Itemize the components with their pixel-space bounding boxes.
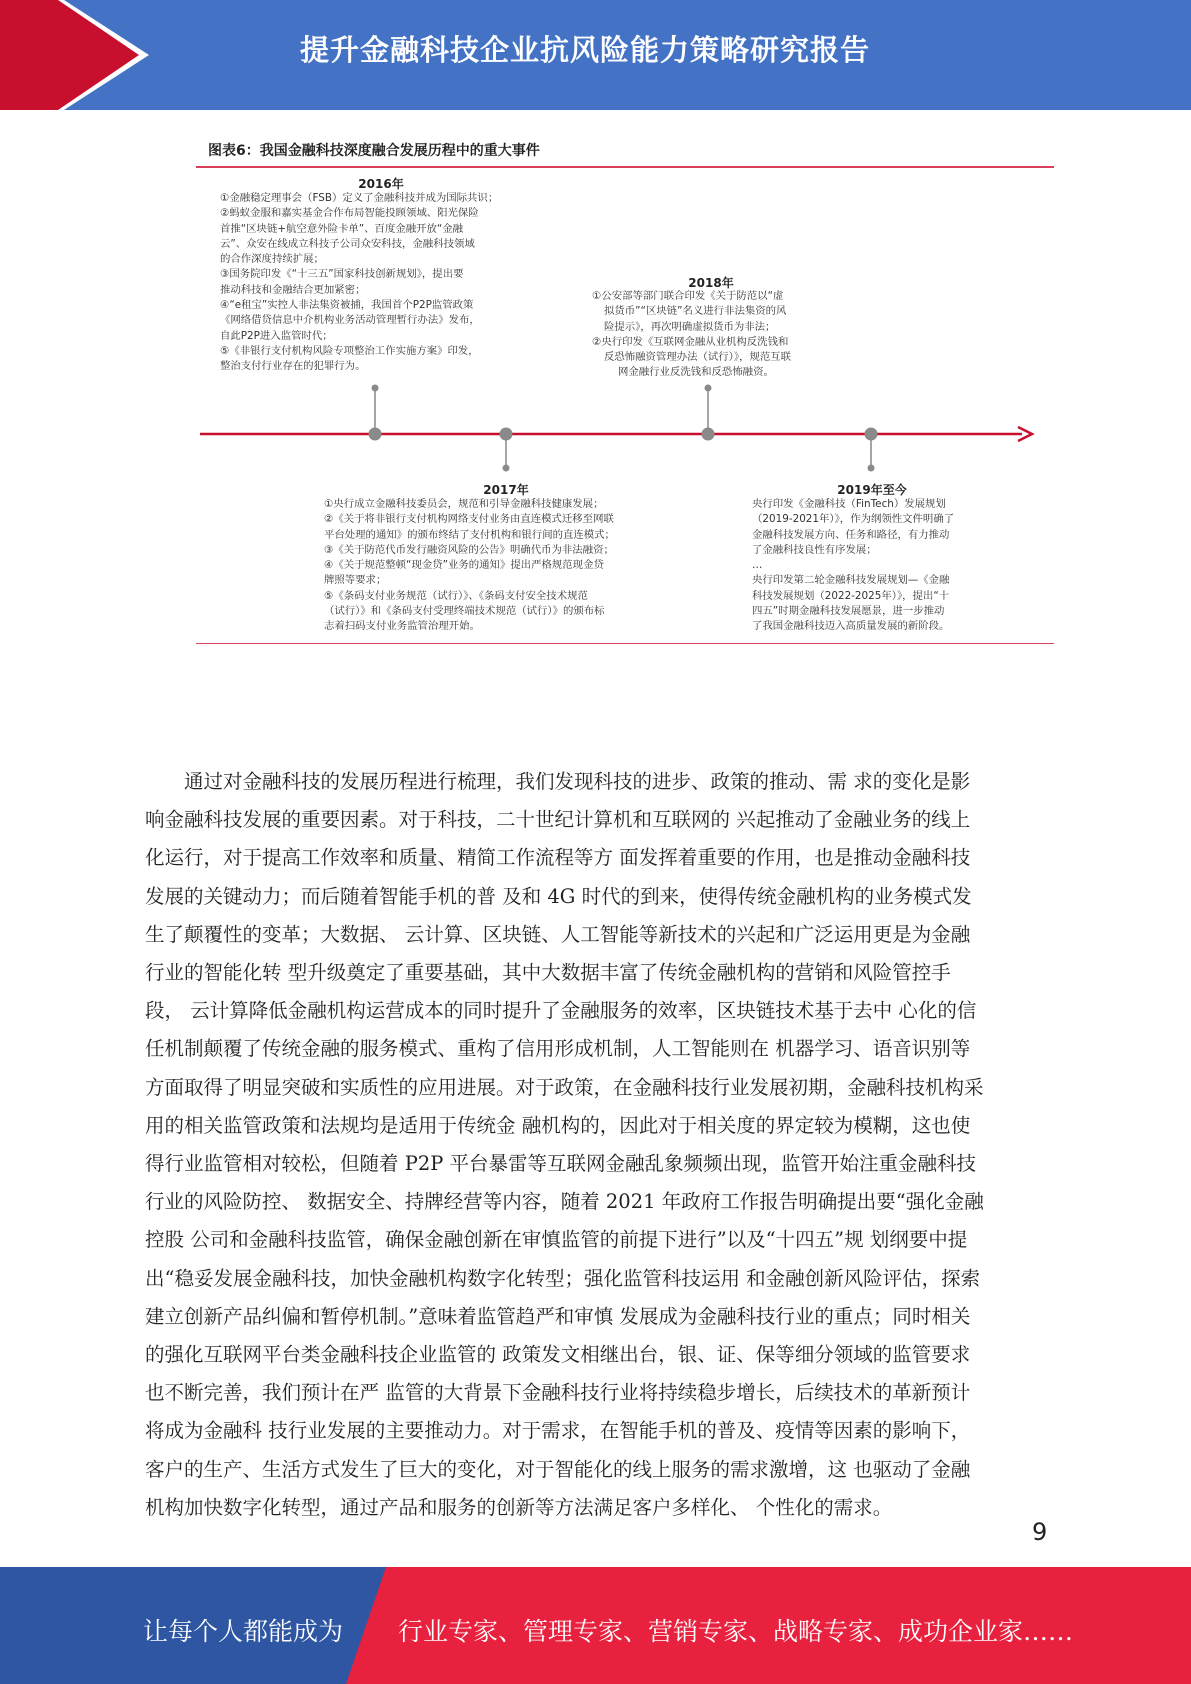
paragraph-line: 响金融科技发展的重要因素。对于科技，二十世纪计算机和互联网的 兴起推动了金融业务的线上 [145,808,971,832]
paragraph-line: 化运行，对于提高工作效率和质量、精简工作流程等方 面发挥着重要的作用，也是推动金融科技 [145,846,971,870]
marker-2019-axis [865,428,878,441]
report-title: 提升金融科技企业抗风险能力策略研究报告 [300,33,871,67]
event-line: ④《关于规范整顿“现金贷”业务的通知》提出严格规范现金贷 [324,559,604,572]
event-line: ①金融稳定理事会（FSB）定义了金融科技并成为国际共识； [220,192,499,204]
event-line: 《网络借贷信息中介机构业务活动管理暂行办法》发布， [220,314,480,327]
event-block-2018 [592,289,791,381]
event-line: 推动科技和金融结合更加紧密； [220,283,366,296]
event-line: 央行印发第二轮金融科技发展规划—《金融 [752,574,950,587]
event-block-2019 [752,497,954,635]
event-line: ⑤《非银行支付机构风险专项整治工作实施方案》印发， [220,344,479,357]
event-line: ②蚂蚁金服和嘉实基金合作布局智能投顾领域、阳光保险 [220,207,479,220]
event-line: 志着扫码支付业务监管治理开始。 [324,620,480,633]
paragraph-line: 将成为金融科 技行业发展的主要推动力。对于需求，在智能手机的普及、疫情等因素的影响下， [145,1419,971,1443]
event-line: 整治支付行业存在的犯罪行为。 [220,360,366,373]
event-line: 拟货币”“区块链”名义进行非法集资的风 [604,305,787,318]
event-line: ②《关于将非银行支付机构网络支付业务由直连模式迁移至网联 [324,513,614,526]
paragraph-line: 行业的智能化转 型升级奠定了重要基础，其中大数据丰富了传统金融机构的营销和风险管控手 [145,961,951,985]
event-line: ③国务院印发《“十三五”国家科技创新规划》，提出要 [220,268,464,281]
event-line: ④“e租宝”实控人非法集资被捕，我国首个P2P监管政策 [220,299,474,312]
event-line: （2019-2021年）》，作为纲领性文件明确了 [752,513,955,526]
paragraph-line: 出“稳妥发展金融科技，加快金融机构数字化转型；强化监管科技运用 和金融创新风险评估，探索 [145,1266,981,1290]
event-block-2016 [220,191,498,375]
paragraph-line: 通过对金融科技的发展历程进行梳理，我们发现科技的进步、政策的推动、需 求的变化是影 [145,770,971,793]
paragraph-line: 的强化互联网平台类金融科技企业监管的 政策发文相继出台，银、证、保等细分领域的监管要求 [145,1343,971,1367]
paragraph-line: 客户的生产、生活方式发生了巨大的变化，对于智能化的线上服务的需求激增，这 也驱动了金融 [145,1457,971,1481]
marker-2019-bottom [868,465,875,472]
event-line: 了金融科技良性有序发展； [752,543,877,556]
footer-slogan-left: 让每个人都能成为 [143,1617,344,1646]
paragraph-line: 段， 云计算降低金融机构运营成本的同时提升了金融服务的效率，区块链技术基于去中 心化的信 [145,999,977,1023]
marker-2016-axis [369,428,382,441]
paragraph-line: 生了颠覆性的变革；大数据、 云计算、区块链、人工智能等新技术的兴起和广泛运用更是为金融 [145,922,971,946]
event-line: … [752,559,763,572]
event-block-2017 [324,497,615,635]
event-line: 平台处理的通知》的颁布终结了支付机构和银行间的直连模式； [324,528,615,541]
paragraph-line: 任机制颠覆了传统金融的服务模式、重构了信用形成机制，人工智能则在 机器学习、语音识别等 [145,1037,971,1061]
marker-2018-axis [702,428,715,441]
footer-slogan-right: 行业专家、管理专家、营销专家、战略专家、成功企业家…… [398,1617,1074,1646]
paragraph-line: 方面取得了明显突破和实质性的应用进展。对于政策，在金融科技行业发展初期，金融科技机构采 [145,1075,984,1099]
paragraph-line: 控股 公司和金融科技监管，确保金融创新在审慎监管的前提下进行”以及“十四五”规 划纲要中提 [145,1228,968,1252]
timeline-markers [369,385,878,472]
paragraph-line: 建立创新产品纠偏和暂停机制。”意味着监管趋严和审慎 发展成为金融科技行业的重点；同时相关 [145,1304,971,1328]
figure-caption: 图表6：我国金融科技深度融合发展历程中的重大事件 [208,143,540,159]
marker-2018-top [705,385,712,392]
event-line: ②央行印发《互联网金融从业机构反洗钱和 [592,335,789,348]
event-line: ①公安部等部门联合印发《关于防范以“虚 [592,290,784,302]
marker-2016-top [372,385,379,392]
event-line: 科技发展规划（2022-2025年）》，提出“十 [752,589,950,602]
event-line: 四五”时期金融科技发展愿景，进一步推动 [752,605,945,618]
event-line: （试行）》和《条码支付受理终端技术规范（试行）》的颁布标 [324,605,605,618]
paragraph-line: 得行业监管相对较松，但随着 P2P 平台暴雷等互联网金融乱象频频出现，监管开始注重金融科技 [145,1152,977,1176]
event-line: ③《关于防范代币发行融资风险的公告》明确代币为非法融资； [324,543,614,556]
event-line: ⑤《条码支付业务规范（试行）》、《条码支付安全技术规范 [324,589,588,602]
page-number: 9 [1032,1518,1048,1546]
year-label-2017: 2017年 [483,483,529,497]
event-line: 自此P2P进入监管时代； [220,329,333,342]
marker-2017-bottom [503,465,510,472]
event-line: 首推“区块链+航空意外险卡单”、百度金融开放“金融 [220,222,464,235]
year-label-2018: 2018年 [688,276,734,290]
event-line: 反恐怖融资管理办法（试行）》，规范互联 [604,351,792,364]
timeline-connectors [375,388,871,468]
event-line: 的合作深度持续扩展； [220,253,324,266]
event-line: 了我国金融科技迈入高质量发展的新阶段。 [752,620,950,633]
event-line: 金融科技发展方向、任务和路径，有力推动 [752,528,950,541]
figure-bottom-rule [196,643,1054,644]
event-line: 云”、众安在线成立科技子公司众安科技，金融科技领域 [220,237,475,250]
event-line: 险提示》，再次明确虚拟货币为非法； [604,320,776,333]
paragraph-line: 行业的风险防控、 数据安全、持牌经营等内容，随着 2021 年政府工作报告明确提出要“强化金融 [145,1190,984,1214]
event-line: 网金融行业反洗钱和反恐怖融资。 [618,366,774,379]
paragraph-line: 机构加快数字化转型，通过产品和服务的创新等方法满足客户多样化、 个性化的需求。 [145,1495,893,1519]
year-label-2019: 2019年至今 [837,483,907,497]
year-label-2016: 2016年 [358,177,404,191]
paragraph-line: 用的相关监管政策和法规均是适用于传统金 融机构的，因此对于相关度的界定较为模糊，这也使 [145,1113,971,1137]
event-line: 央行印发《金融科技（FinTech）发展规划 [752,498,946,510]
paragraph-line: 也不断完善，我们预计在严 监管的大背景下金融科技行业将持续稳步增长，后续技术的革新预计 [145,1381,971,1405]
event-line: ①央行成立金融科技委员会，规范和引导金融科技健康发展； [324,498,604,510]
paragraph-line: 发展的关键动力；而后随着智能手机的普 及和 4G 时代的到来，使得传统金融机构的业务模式发 [145,884,972,908]
event-line: 牌照等要求； [324,574,387,587]
body-paragraph [145,763,1045,1527]
marker-2017-axis [500,428,513,441]
